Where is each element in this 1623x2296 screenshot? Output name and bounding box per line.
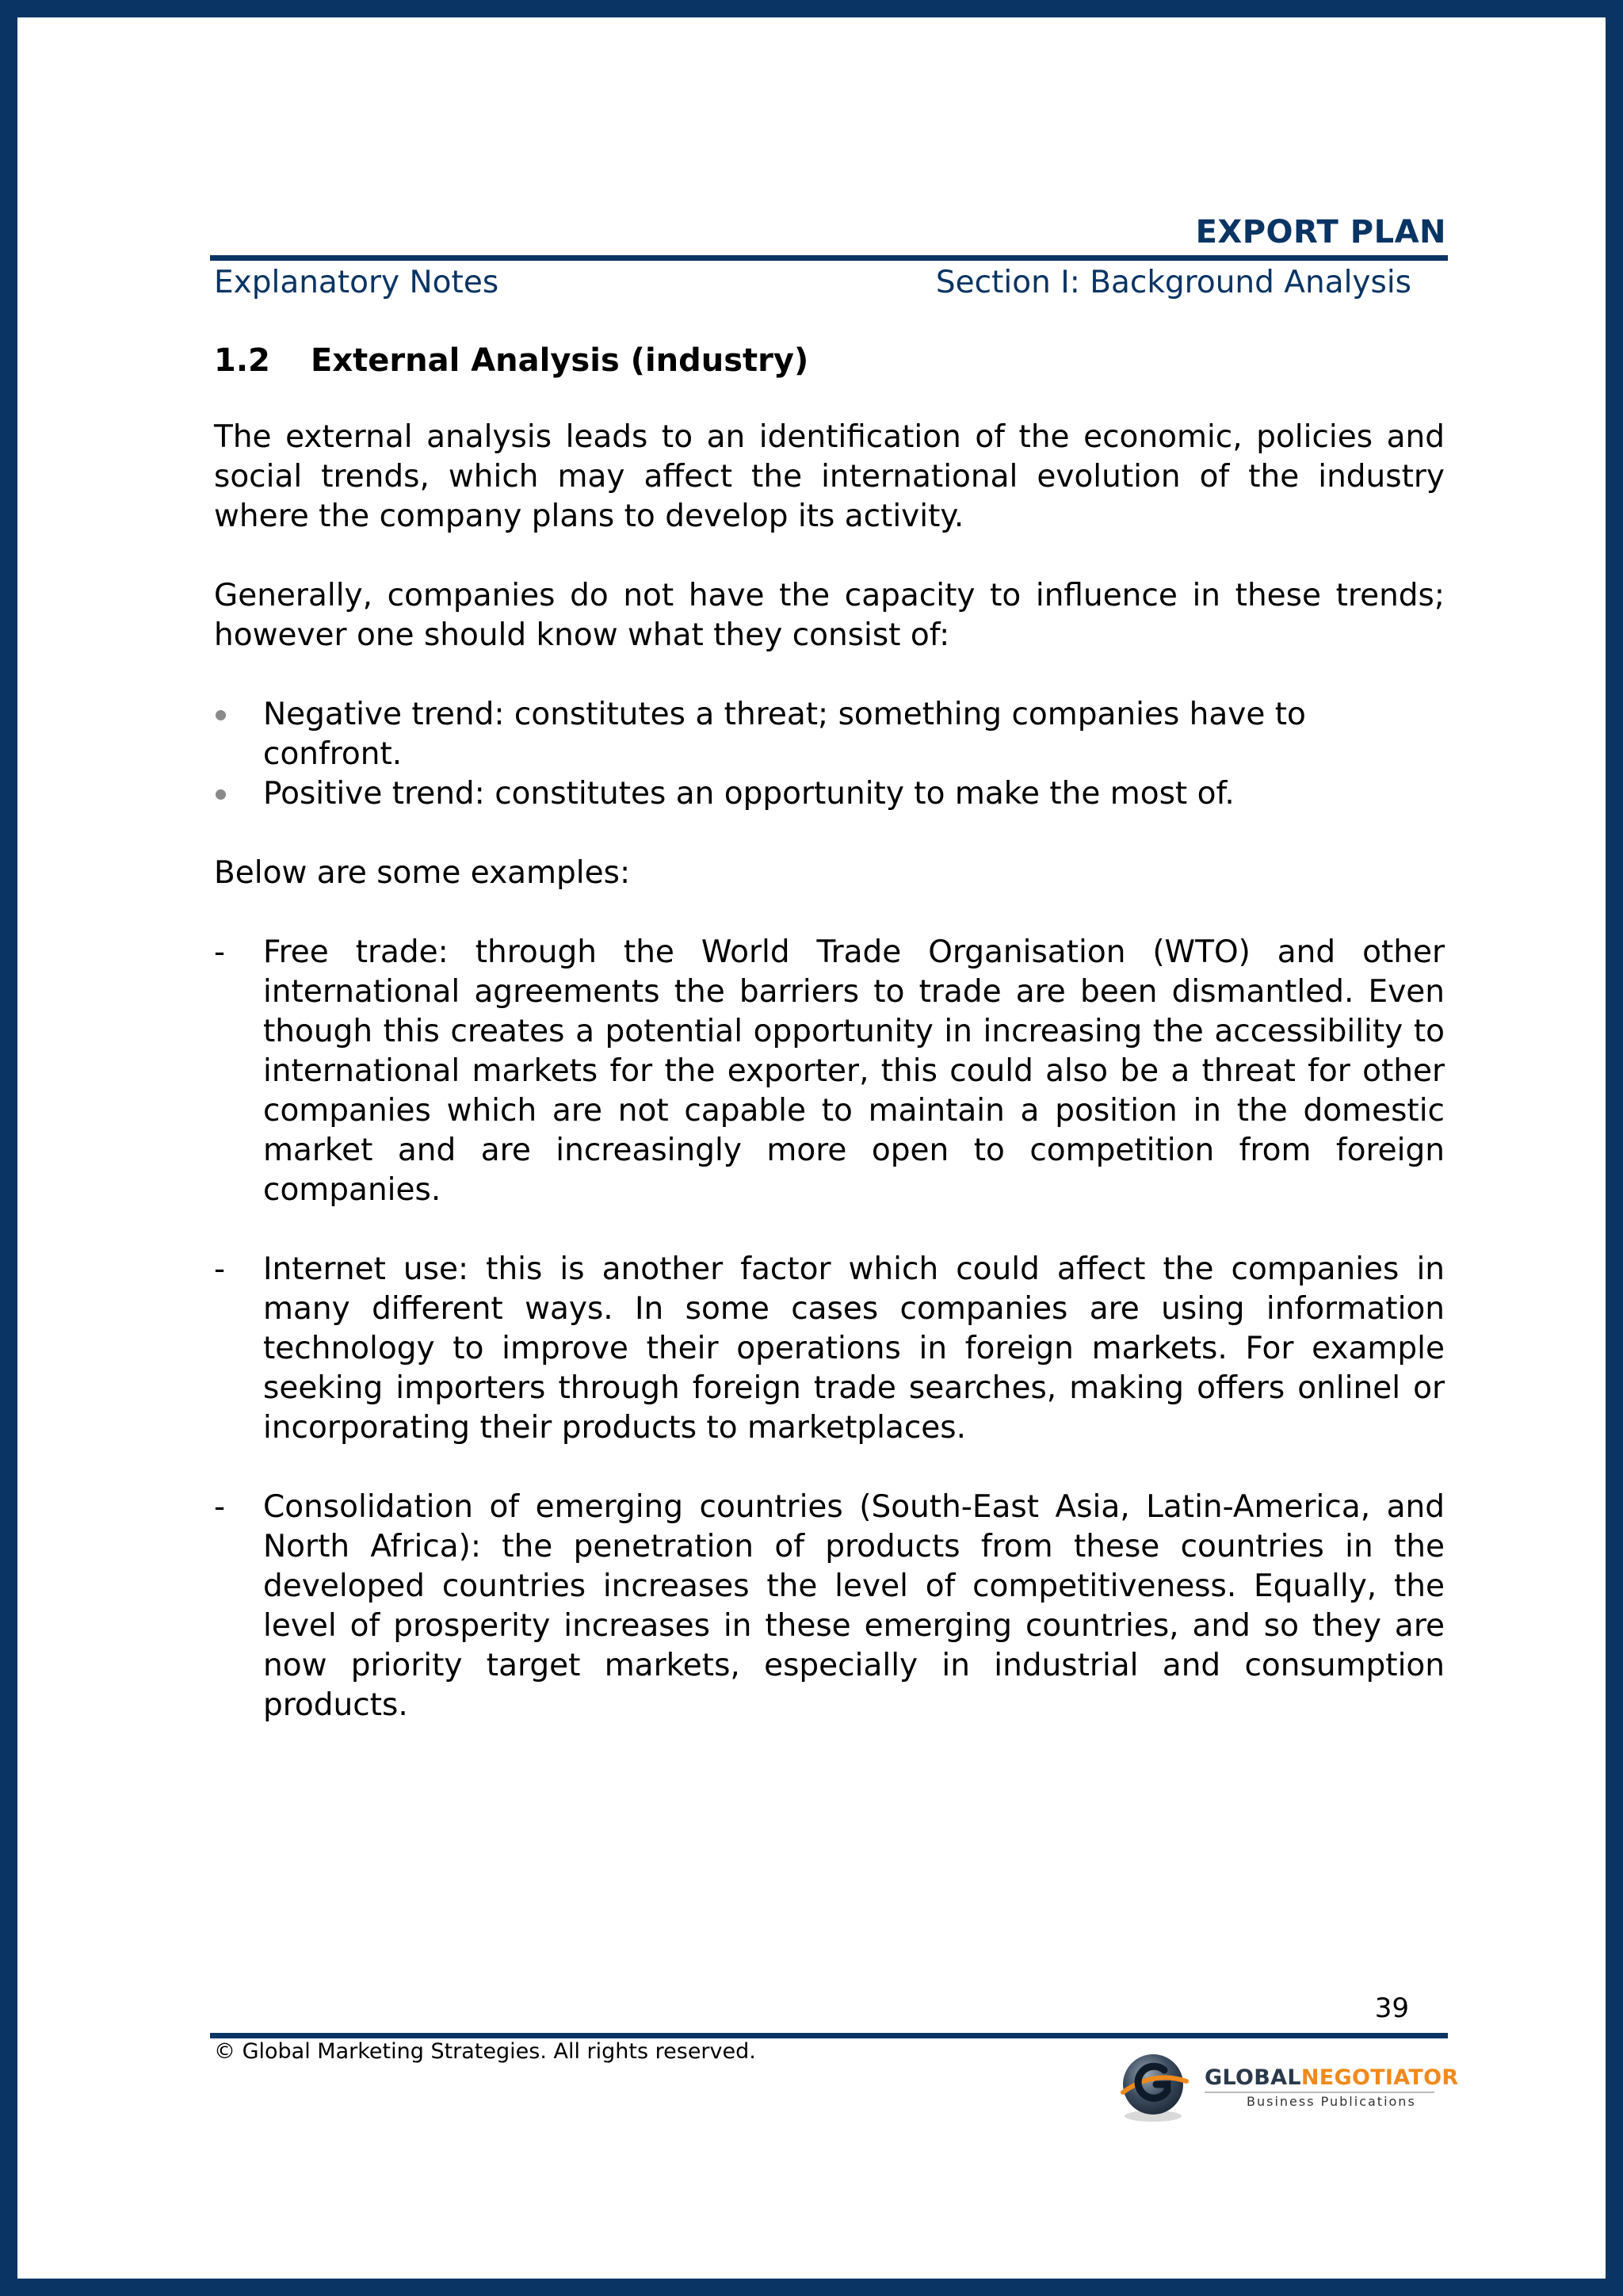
list-item-text: Negative trend: constitutes a threat; something companies have to confront. bbox=[263, 697, 1306, 772]
logo-tagline: Business Publications bbox=[1247, 2094, 1416, 2109]
logo-word-negotiator: NEGOTIATOR bbox=[1300, 2065, 1459, 2090]
trend-list bbox=[214, 695, 1445, 814]
dash-marker: - bbox=[214, 1489, 226, 1525]
document-title: EXPORT PLAN bbox=[1195, 214, 1446, 250]
dash-marker: - bbox=[214, 1251, 226, 1287]
header-section-label: Section I: Background Analysis bbox=[935, 265, 1411, 300]
page-number: 39 bbox=[1374, 1992, 1409, 2024]
list-item bbox=[214, 774, 1445, 814]
logo-divider bbox=[1205, 2092, 1434, 2093]
header-rule bbox=[210, 255, 1448, 261]
section-title: External Analysis (industry) bbox=[311, 342, 809, 379]
examples-list bbox=[214, 933, 1445, 1725]
paragraph: The external analysis leads to an identification of the economic, policies and social trends, which may affect the international evolution of the industry where the company plans to develop its activity. bbox=[214, 419, 1445, 534]
section-number: 1.2 bbox=[214, 342, 270, 379]
section-heading bbox=[214, 341, 1445, 380]
logo-word-global: GLOBAL bbox=[1205, 2065, 1301, 2090]
globe-g-icon bbox=[1107, 2046, 1202, 2126]
list-item-text: Internet use: this is another factor which could affect the companies in many different ways. In some cases companies are using information technology to improve their operations in foreign markets. For example seeking importers through foreign trade searches, making offers onlinel or incorporating their products to marketplaces. bbox=[263, 1251, 1445, 1446]
list-item bbox=[214, 933, 1445, 1210]
list-item-text: Positive trend: constitutes an opportunity to make the most of. bbox=[263, 776, 1235, 812]
page-content bbox=[214, 341, 1445, 1765]
list-item bbox=[214, 1250, 1445, 1448]
paragraph: Generally, companies do not have the capacity to influence in these trends; however one should know what they consist of: bbox=[214, 578, 1445, 653]
bullet-icon bbox=[216, 710, 226, 720]
logo-wordmark bbox=[1205, 2065, 1458, 2090]
examples-intro: Below are some examples: bbox=[214, 855, 631, 891]
list-item bbox=[214, 1488, 1445, 1725]
header-left-label: Explanatory Notes bbox=[214, 265, 499, 300]
list-item-text: Consolidation of emerging countries (South-East Asia, Latin-America, and North Africa): the penetration of products from these countries in the developed countries increases the level of competitiveness. Equally, the level of prosperity increases in these emerging countries, and so they are now priority target markets, especially in industrial and consumption products. bbox=[263, 1489, 1445, 1723]
copyright-notice: © Global Marketing Strategies. All rights reserved. bbox=[214, 2039, 756, 2064]
footer-rule bbox=[210, 2033, 1448, 2038]
bullet-icon bbox=[216, 789, 226, 800]
list-item bbox=[214, 695, 1445, 774]
publisher-logo bbox=[1107, 2046, 1459, 2126]
list-item-text: Free trade: through the World Trade Organisation (WTO) and other international agreements the barriers to trade are been dismantled. Even though this creates a potential opportunity in increasing the accessibility to international markets for the exporter, this could also be a threat for other companies which are not capable to maintain a position in the domestic market and are increasingly more open to competition from foreign companies. bbox=[263, 934, 1445, 1208]
dash-marker: - bbox=[214, 934, 226, 970]
